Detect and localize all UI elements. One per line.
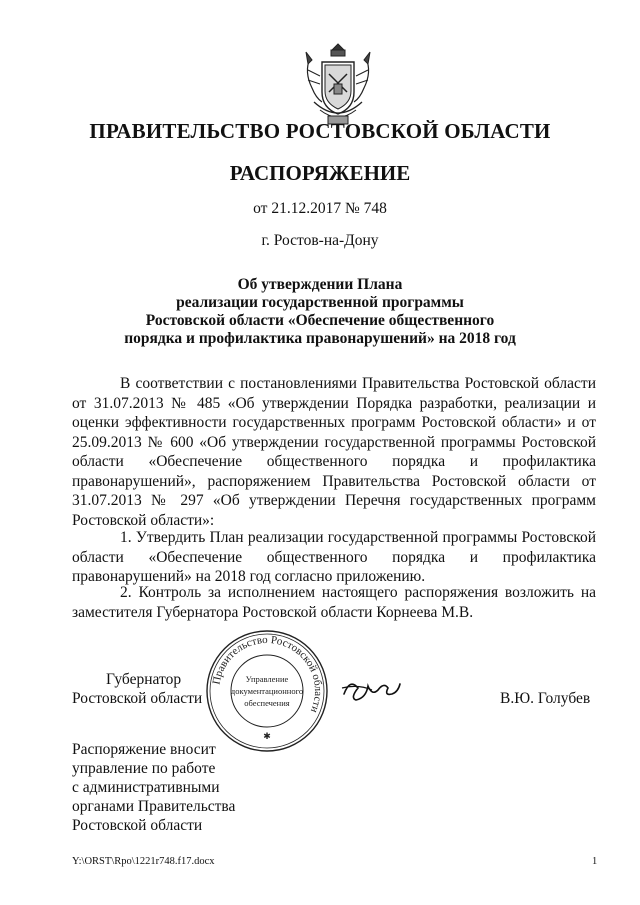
document-date-number: от 21.12.2017 № 748 (253, 200, 387, 217)
preamble-paragraph: В соответствии с постановлениями Правительства Ростовской области от 31.07.2013 № 485 «Об утверждении Порядка разработки, реализации и оценки эффективности государственных программ Ростовской области» и от 25.09.2013 № 600 «Об утверждении государственной программы Ростовской области «Обеспечение общественного порядка и профилактика правонарушений», распоряжением Правительства Ростовской области от 31.07.2013 № 297 «Об утверждении Перечня государственных программ Ростовской области»: (72, 375, 596, 529)
stamp-star-icon: ✱ (263, 731, 271, 741)
signatory-title-line: Ростовской области (72, 690, 203, 707)
government-title: ПРАВИТЕЛЬСТВО РОСТОВСКОЙ ОБЛАСТИ (89, 119, 551, 143)
note-line: с административными (72, 779, 220, 796)
signatory-name: В.Ю. Голубев (500, 690, 591, 707)
submitter-note (72, 740, 235, 835)
note-line: Ростовской области (72, 817, 203, 834)
stamp-center-text: документационного (230, 686, 304, 696)
document-city: г. Ростов-на-Дону (261, 232, 379, 249)
item-1-paragraph: 1. Утвердить План реализации государственной программы Ростовской области «Обеспечение общественного порядка и профилактика правонарушений» на 2018 год согласно приложению. (72, 529, 596, 585)
coat-of-arms-emblem (298, 40, 378, 130)
subject-line: Ростовской области «Обеспечение общественного (145, 312, 495, 329)
stamp-center-text: Управление (245, 674, 289, 684)
note-line: управление по работе (72, 760, 216, 777)
stamp-ring-text: Правительство Ростовской области (210, 633, 325, 715)
signatory-title (72, 670, 202, 708)
subject-line: порядка и профилактика правонарушений» на 2018 год (124, 330, 516, 347)
signatory-title-line: Губернатор (106, 671, 182, 688)
subject-line: реализации государственной программы (176, 294, 464, 311)
subject-line: Об утверждении Плана (237, 276, 403, 293)
official-stamp (203, 627, 331, 755)
note-line: Распоряжение вносит (72, 741, 216, 758)
footer-page-number: 1 (592, 856, 598, 867)
footer-file-path: Y:\ORST\Rpo\1221r748.f17.docx (72, 856, 215, 867)
handwritten-signature (340, 672, 406, 706)
stamp-center-text: обеспечения (244, 698, 290, 708)
document-type: РАСПОРЯЖЕНИЕ (229, 161, 411, 185)
document-subject (0, 276, 640, 348)
note-line: органами Правительства (72, 798, 236, 815)
item-2-paragraph: 2. Контроль за исполнением настоящего распоряжения возложить на заместителя Губернатора Ростовской области Корнеева М.В. (72, 584, 596, 621)
